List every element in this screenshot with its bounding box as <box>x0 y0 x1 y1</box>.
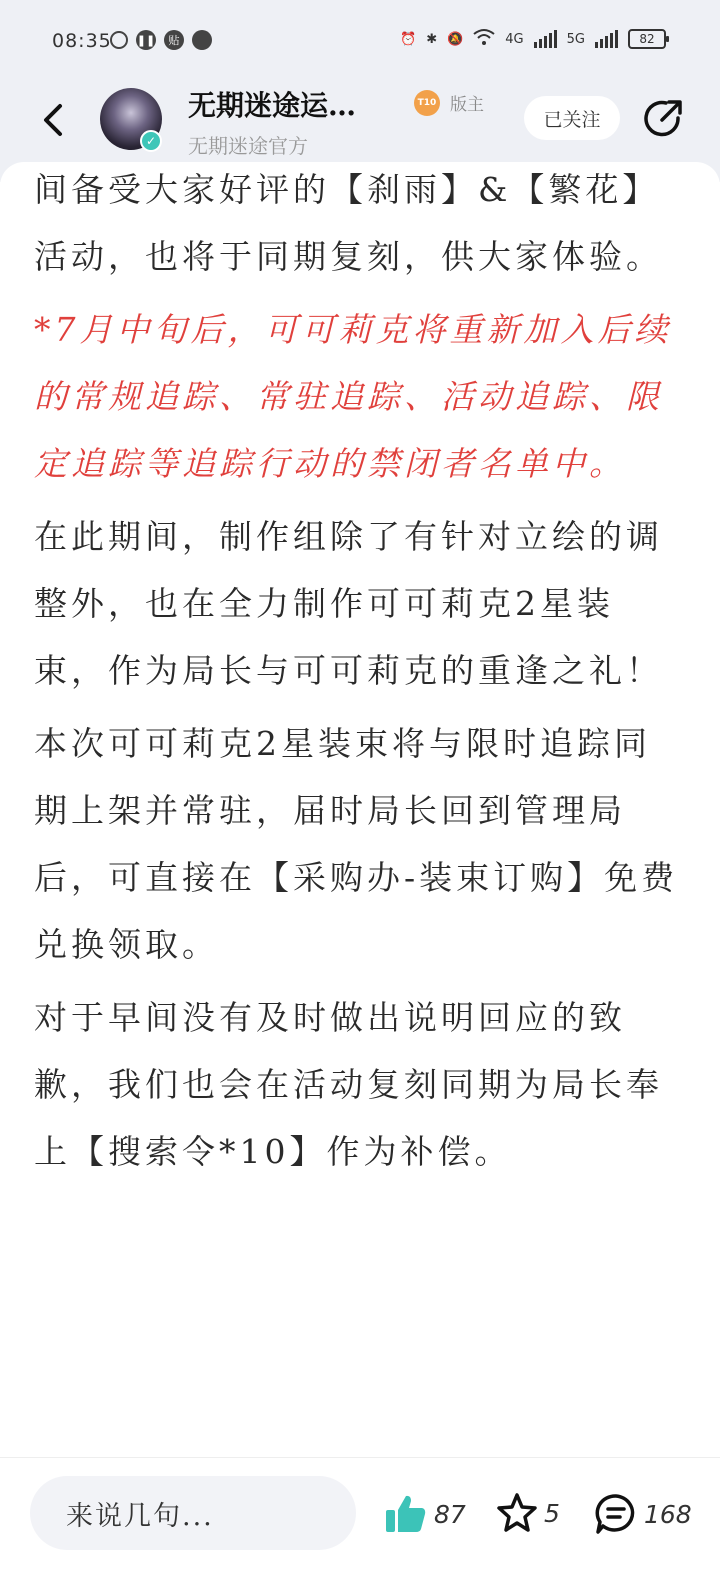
forum-title[interactable]: 无期迷途运… <box>188 89 357 122</box>
post-paragraph: 本次可可莉克2星装束将与限时追踪同期上架并常驻，届时局长回到管理局后，可直接在【采购办-装束订购】免费兑换领取。 <box>34 724 679 964</box>
signal-5g-icon <box>595 30 618 48</box>
bluetooth-icon: ✱ <box>426 31 438 47</box>
post-body <box>0 162 720 1457</box>
pause-icon: ❚❚ <box>136 30 156 50</box>
signal-4g-label: 4G <box>505 31 524 47</box>
wifi-icon <box>473 28 495 50</box>
status-time: 08:35 <box>52 30 112 52</box>
post-paragraph: 在此期间，制作组除了有针对立绘的调整外，也在全力制作可可莉克2星装束，作为局长与可可莉克的重逢之礼！ <box>34 517 663 690</box>
app-icon <box>110 31 128 49</box>
level-badge <box>414 90 440 116</box>
verified-icon: ✓ <box>140 130 162 152</box>
thumbs-up-icon <box>384 1492 428 1536</box>
share-icon <box>640 96 686 142</box>
back-button[interactable] <box>34 100 74 140</box>
comment-count: 168 <box>644 1499 692 1529</box>
tieba-icon: 贴 <box>164 30 184 50</box>
level-badge-label: T10 <box>417 98 437 108</box>
favorite-button[interactable] <box>496 1492 560 1534</box>
signal-4g-icon <box>534 30 557 48</box>
role-badge: 版主 <box>450 95 484 115</box>
post-paragraph-highlight: *7月中旬后，可可莉克将重新加入后续的常规追踪、常驻追踪、活动追踪、限定追踪等追踪行动的禁闭者名单中。 <box>34 310 672 483</box>
like-button[interactable] <box>384 1492 466 1536</box>
comment-button[interactable] <box>594 1492 692 1536</box>
alarm-icon: ⏰ <box>400 31 417 47</box>
battery-icon: 82 <box>628 29 666 49</box>
comment-input[interactable]: 来说几句... <box>30 1476 356 1550</box>
bottom-action-bar <box>0 1457 720 1581</box>
status-bar <box>0 0 720 82</box>
author-name: 无期迷途官方 <box>188 134 308 158</box>
star-icon <box>496 1492 538 1534</box>
chevron-left-icon <box>34 100 74 140</box>
chat-icon <box>192 30 212 50</box>
mute-icon: 🔕 <box>447 31 464 47</box>
post-paragraph: 对于早间没有及时做出说明回应的致歉，我们也会在活动复刻同期为局长奉上【搜索令*10】作为补偿。 <box>34 998 663 1171</box>
post-paragraph: 间备受大家好评的【刹雨】&【繁花】活动，也将于同期复刻，供大家体验。 <box>34 170 663 276</box>
like-count: 87 <box>434 1499 466 1529</box>
status-left-icons <box>110 30 212 50</box>
follow-button[interactable]: 已关注 <box>524 96 620 140</box>
favorite-count: 5 <box>544 1498 560 1528</box>
signal-5g-label: 5G <box>566 31 585 47</box>
share-button[interactable] <box>640 96 686 142</box>
status-right-icons <box>400 28 666 50</box>
comment-icon <box>594 1492 638 1536</box>
